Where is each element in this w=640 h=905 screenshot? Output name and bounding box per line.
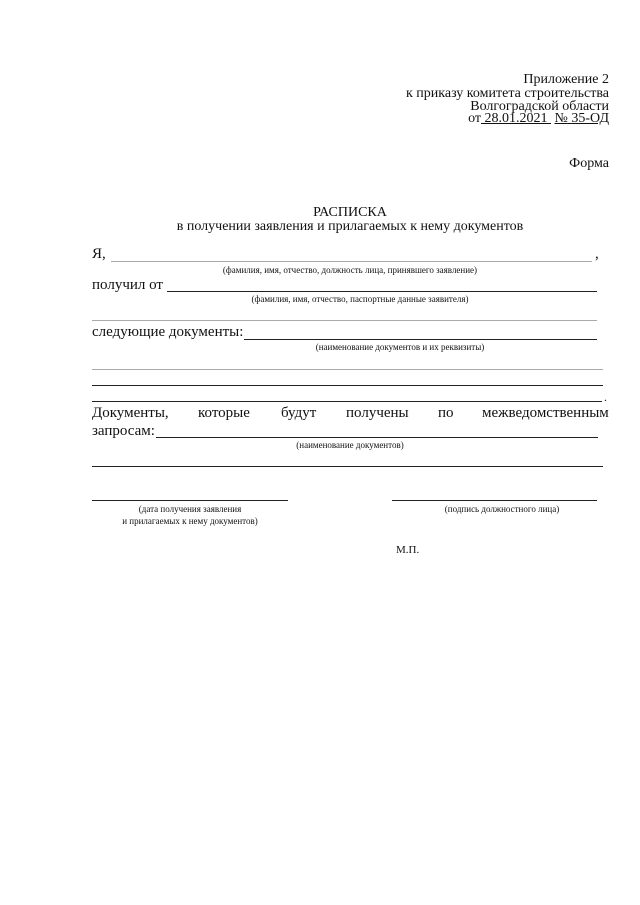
- form-label: Форма: [569, 156, 609, 171]
- applicant-line-2[interactable]: [92, 320, 597, 321]
- applicant-caption: (фамилия, имя, отчество, паспортные данные заявителя): [251, 294, 469, 304]
- documents-end-period: .: [604, 390, 607, 404]
- interagency-word-3: будут: [281, 405, 317, 421]
- interagency-word-2: которые: [198, 405, 250, 421]
- document-title: РАСПИСКА: [313, 205, 387, 220]
- document-subtitle: в получении заявления и прилагаемых к нему документов: [176, 219, 524, 234]
- receiver-name-line[interactable]: [111, 261, 592, 262]
- from-label: от: [468, 111, 482, 126]
- region-name: Волгоградской области: [470, 99, 609, 114]
- documents-line-2[interactable]: [92, 369, 603, 370]
- documents-caption: (наименование документов и их реквизиты): [315, 342, 485, 352]
- applicant-line[interactable]: [167, 291, 597, 292]
- received-from-label: получил от: [92, 277, 163, 293]
- requests-line-1[interactable]: [156, 437, 598, 438]
- documents-line-3[interactable]: [92, 385, 603, 386]
- documents-line-1[interactable]: [244, 339, 597, 340]
- receipt-date-caption-2: и прилагаемых к нему документов): [122, 516, 258, 526]
- order-number: № 35-ОД: [554, 111, 609, 126]
- interagency-word-4: получены: [346, 405, 409, 421]
- stamp-place: М.П.: [396, 544, 420, 556]
- order-date: 28.01.2021: [484, 111, 548, 126]
- official-signature-line[interactable]: [392, 500, 597, 501]
- interagency-word-6: межведомственным: [482, 405, 609, 421]
- requests-caption: (наименование документов): [296, 440, 404, 450]
- requests-line-2[interactable]: [92, 466, 603, 467]
- i-label: Я,: [92, 246, 106, 262]
- documents-label: следующие документы:: [92, 324, 244, 340]
- interagency-word-1: Документы,: [92, 405, 169, 421]
- receipt-date-line[interactable]: [92, 500, 288, 501]
- appendix-number: Приложение 2: [523, 72, 609, 87]
- requests-label: запросам:: [92, 423, 155, 439]
- i-comma: ,: [595, 246, 599, 262]
- order-date-number: [468, 112, 609, 126]
- interagency-word-5: по: [438, 405, 454, 421]
- order-reference: к приказу комитета строительства: [405, 86, 609, 101]
- receipt-date-caption-1: (дата получения заявления: [138, 504, 242, 514]
- receiver-caption: (фамилия, имя, отчество, должность лица, принявшего заявление): [222, 265, 478, 275]
- documents-line-4[interactable]: [92, 401, 602, 402]
- official-signature-caption: (подпись должностного лица): [444, 504, 560, 514]
